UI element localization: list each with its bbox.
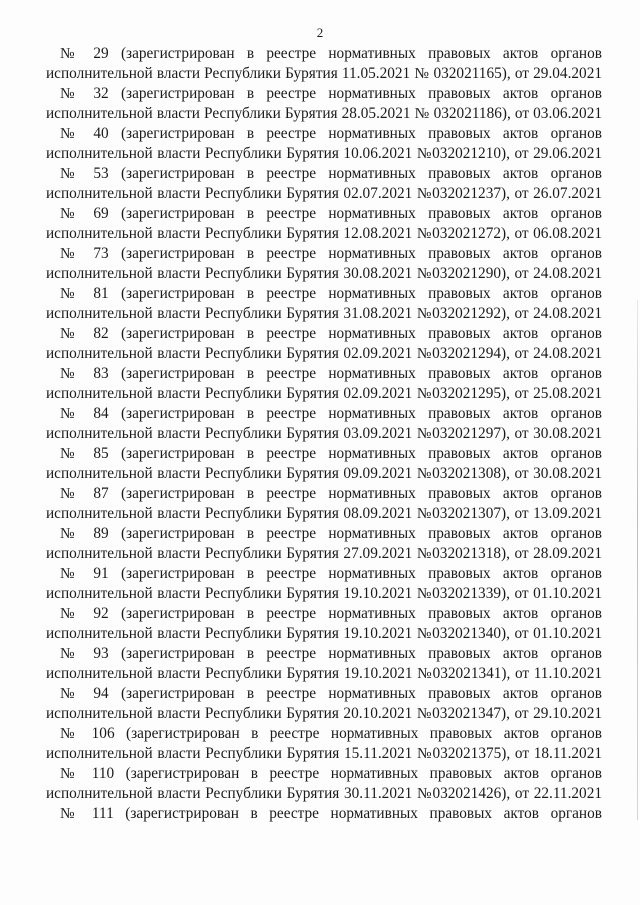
registration-entry-continuation: исполнительной власти Республики Бурятия 15.11.2021 №032021375), от 18.11.2021 [46, 745, 602, 762]
registration-entry-continuation: исполнительной власти Республики Бурятия 28.05.2021 № 032021186), от 03.06.2021 [46, 105, 602, 122]
registration-entry-line: № 89 (зарегистрирован в реестре нормативных правовых актов органов [60, 525, 602, 542]
registration-entry-line: № 40 (зарегистрирован в реестре нормативных правовых актов органов [60, 125, 602, 142]
registration-entry-line: № 92 (зарегистрирован в реестре нормативных правовых актов органов [60, 605, 602, 622]
registration-entry-line: № 83 (зарегистрирован в реестре нормативных правовых актов органов [60, 365, 602, 382]
registration-entry-line: № 84 (зарегистрирован в реестре нормативных правовых актов органов [60, 405, 602, 422]
document-body [46, 44, 602, 824]
registration-entry-continuation: исполнительной власти Республики Бурятия 09.09.2021 №032021308), от 30.08.2021 [46, 465, 602, 482]
registration-entry-line: № 69 (зарегистрирован в реестре нормативных правовых актов органов [60, 205, 602, 222]
registration-entry-line: № 82 (зарегистрирован в реестре нормативных правовых актов органов [60, 325, 602, 342]
page-number: 2 [316, 25, 324, 40]
registration-entry-line: № 53 (зарегистрирован в реестре нормативных правовых актов органов [60, 165, 602, 182]
registration-entry-continuation: исполнительной власти Республики Бурятия 19.10.2021 №032021341), от 11.10.2021 [46, 665, 602, 682]
registration-entry-line: № 94 (зарегистрирован в реестре нормативных правовых актов органов [60, 685, 602, 702]
registration-entry-line: № 110 (зарегистрирован в реестре нормативных правовых актов органов [60, 765, 602, 782]
registration-entry-continuation: исполнительной власти Республики Бурятия 27.09.2021 №032021318), от 28.09.2021 [46, 545, 602, 562]
registration-entry-continuation: исполнительной власти Республики Бурятия 02.07.2021 №032021237), от 26.07.2021 [46, 185, 602, 202]
registration-entry-line: № 106 (зарегистрирован в реестре нормативных правовых актов органов [60, 725, 602, 742]
registration-entry-continuation: исполнительной власти Республики Бурятия 11.05.2021 № 032021165), от 29.04.2021 [46, 65, 602, 82]
registration-entry-continuation: исполнительной власти Республики Бурятия 10.06.2021 №032021210), от 29.06.2021 [46, 145, 602, 162]
registration-entry-continuation: исполнительной власти Республики Бурятия 08.09.2021 №032021307), от 13.09.2021 [46, 505, 602, 522]
registration-entry-continuation: исполнительной власти Республики Бурятия 30.08.2021 №032021290), от 24.08.2021 [46, 265, 602, 282]
registration-entry-continuation: исполнительной власти Республики Бурятия 02.09.2021 №032021294), от 24.08.2021 [46, 345, 602, 362]
registration-entry-continuation: исполнительной власти Республики Бурятия 31.08.2021 №032021292), от 24.08.2021 [46, 305, 602, 322]
registration-entry-line: № 29 (зарегистрирован в реестре нормативных правовых актов органов [60, 45, 602, 62]
registration-entry-continuation: исполнительной власти Республики Бурятия 19.10.2021 №032021340), от 01.10.2021 [46, 625, 602, 642]
scan-edge-line [637, 300, 638, 820]
registration-entry-line: № 87 (зарегистрирован в реестре нормативных правовых актов органов [60, 485, 602, 502]
registration-entry-line: № 81 (зарегистрирован в реестре нормативных правовых актов органов [60, 285, 602, 302]
registration-entry-continuation: исполнительной власти Республики Бурятия 19.10.2021 №032021339), от 01.10.2021 [46, 585, 602, 602]
registration-entry-continuation: исполнительной власти Республики Бурятия 30.11.2021 №032021426), от 22.11.2021 [46, 785, 602, 802]
registration-entry-line: № 111 (зарегистрирован в реестре нормативных правовых актов органов [60, 805, 602, 822]
registration-entry-continuation: исполнительной власти Республики Бурятия 03.09.2021 №032021297), от 30.08.2021 [46, 425, 602, 442]
registration-entry-continuation: исполнительной власти Республики Бурятия 12.08.2021 №032021272), от 06.08.2021 [46, 225, 602, 242]
registration-entry-continuation: исполнительной власти Республики Бурятия 20.10.2021 №032021347), от 29.10.2021 [46, 705, 602, 722]
registration-entry-continuation: исполнительной власти Республики Бурятия 02.09.2021 №032021295), от 25.08.2021 [46, 385, 602, 402]
registration-entry-line: № 91 (зарегистрирован в реестре нормативных правовых актов органов [60, 565, 602, 582]
registration-entry-line: № 85 (зарегистрирован в реестре нормативных правовых актов органов [60, 445, 602, 462]
registration-entry-line: № 73 (зарегистрирован в реестре нормативных правовых актов органов [60, 245, 602, 262]
registration-entry-line: № 32 (зарегистрирован в реестре нормативных правовых актов органов [60, 85, 602, 102]
registration-entry-line: № 93 (зарегистрирован в реестре нормативных правовых актов органов [60, 645, 602, 662]
